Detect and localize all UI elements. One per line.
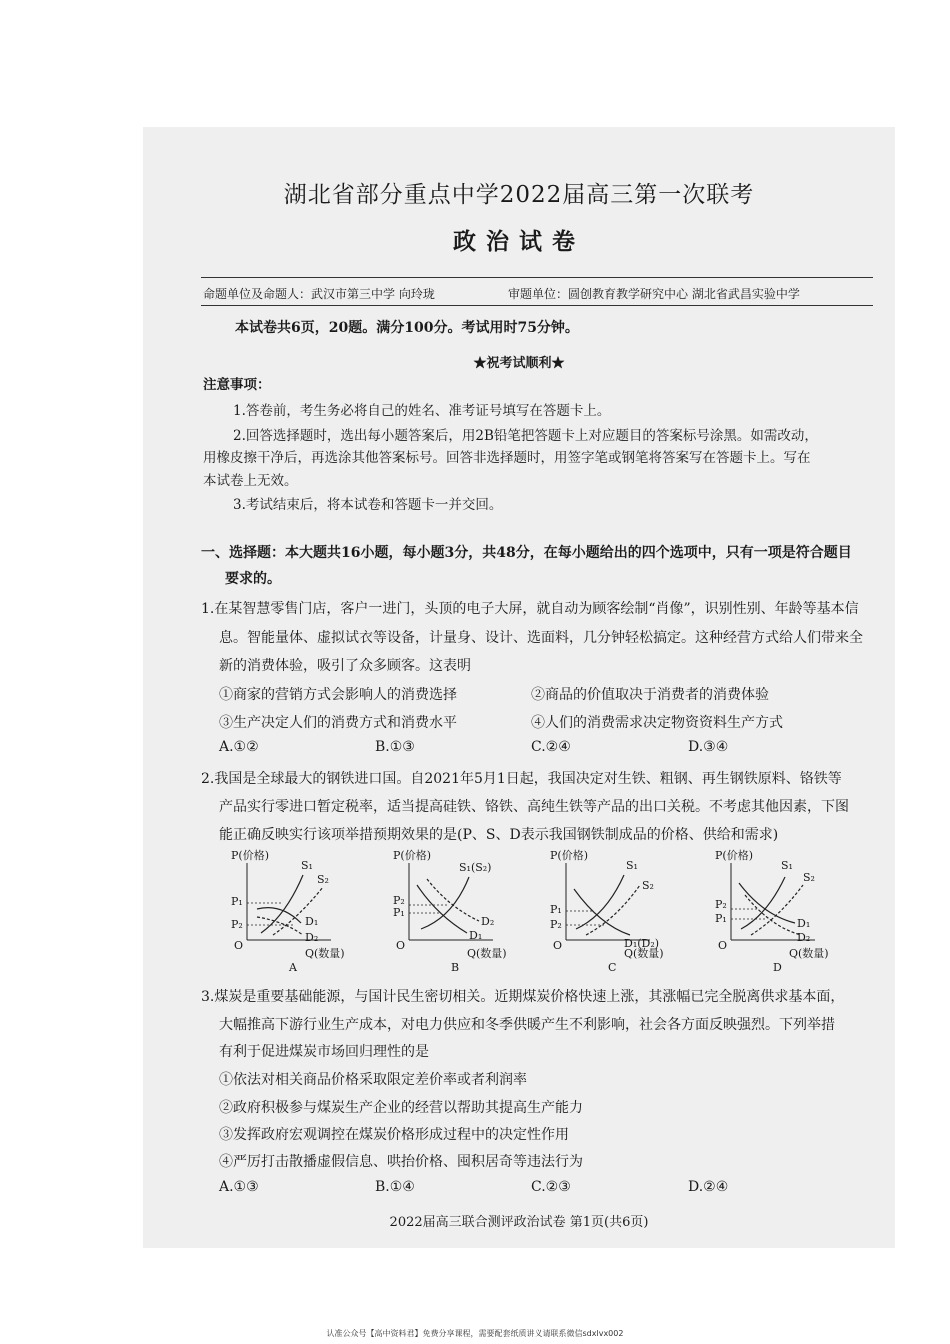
chart-b-xlabel: Q(数量) <box>467 947 507 960</box>
chart-a-xlabel: Q(数量) <box>305 947 345 960</box>
chart-b-s-label: S₁(S₂) <box>459 861 492 874</box>
q1-option-c: C.②④ <box>531 739 571 755</box>
notice-heading: 注意事项： <box>203 377 271 393</box>
chart-a-origin: O <box>234 939 244 952</box>
chart-d-p2-label: P₂ <box>715 898 727 911</box>
chart-d-xlabel: Q(数量) <box>789 947 829 960</box>
q3-option-b: B.①④ <box>375 1179 415 1195</box>
q2-stem: 能正确反映实行该项举措预期效果的是(P、S、D表示我国钢铁制成品的价格、供给和需求) <box>219 827 779 843</box>
q1-statement: ③生产决定人们的消费方式和消费水平 <box>219 715 457 731</box>
q2-stem: 产品实行零进口暂定税率，适当提高硅铁、铬铁、高纯生铁等产品的出口关税。不考虑其他因素，下图 <box>219 799 849 815</box>
q3-option-d: D.②④ <box>688 1179 729 1195</box>
chart-d-s2-label: S₂ <box>803 871 815 884</box>
reviewer-credit: 审题单位：圆创教育教学研究中心 湖北省武昌实验中学 <box>508 287 800 301</box>
chart-d-ylabel: P(价格) <box>715 849 753 862</box>
credits-line <box>203 285 800 302</box>
exam-subtitle: 政治试卷 <box>453 228 585 255</box>
chart-b-origin: O <box>396 939 406 952</box>
notice-item: 2.回答选择题时，选出每小题答案后，用2B铅笔把答题卡上对应题目的答案标号涂黑。如需改动， <box>233 428 818 444</box>
chart-d-d1-label: D₁ <box>797 917 811 930</box>
q3-option-a: A.①③ <box>219 1179 259 1195</box>
chart-b-d1-curve <box>417 885 467 933</box>
q1-stem: 息。智能量体、虚拟试衣等设备，计量身、设计、选面料，几分钟轻松搞定。这种经营方式给人们带来全 <box>219 630 863 646</box>
notice-item: 1.答卷前，考生务必将自己的姓名、准考证号填写在答题卡上。 <box>233 403 611 419</box>
chart-a-p1-label: P₁ <box>231 895 243 908</box>
chart-c-d-curve <box>574 889 630 935</box>
q3-statement: ①依法对相关商品价格采取限定差价率或者利润率 <box>219 1072 527 1088</box>
section-heading: 一、选择题：本大题共16小题，每小题3分，共48分，在每小题给出的四个选项中，只有一项是符合题目 <box>201 545 852 561</box>
chart-a-d1-label: D₁ <box>305 915 319 928</box>
chart-b-ylabel: P(价格) <box>393 849 431 862</box>
chart-b-p1-label: P₁ <box>393 906 405 919</box>
q3-stem: 有利于促进煤炭市场回归理性的是 <box>219 1044 429 1060</box>
q3-stem: 3.煤炭是重要基础能源，与国计民生密切相关。近期煤炭价格快速上涨，其涨幅已完全脱离供求基本面， <box>201 989 845 1005</box>
chart-d-d2-curve <box>745 895 801 935</box>
chart-b-p2-label: P₂ <box>393 894 405 907</box>
chart-c-s2-label: S₂ <box>642 879 654 892</box>
chart-a-s1-label: S₁ <box>301 859 313 872</box>
chart-d-d2-label: D₂ <box>797 931 811 944</box>
section-heading-cont: 要求的。 <box>225 571 281 587</box>
exam-title: 湖北省部分重点中学2022届高三第一次联考 <box>283 182 755 208</box>
chart-a-p2-label: P₂ <box>231 918 243 931</box>
chart-a <box>231 845 371 973</box>
page-footer: 2022届高三联合测评政治试卷 第1页(共6页) <box>389 1215 649 1230</box>
q2-stem: 2.我国是全球最大的钢铁进口国。自2021年5月1日起，我国决定对生铁、粗钢、再生钢铁原料、铬铁等 <box>201 771 842 787</box>
header-rule-bottom <box>201 305 873 306</box>
chart-d <box>715 845 855 973</box>
chart-a-d2-label: D₂ <box>305 931 319 944</box>
q3-statement: ③发挥政府宏观调控在煤炭价格形成过程中的决定性作用 <box>219 1127 569 1143</box>
chart-c-origin: O <box>553 939 563 952</box>
q1-stem: 1.在某智慧零售门店，客户一进门，头顶的电子大屏，就自动为顾客绘制“肖像”，识别性别、年龄等基本信 <box>201 601 859 617</box>
exam-intro: 本试卷共6页，20题。满分100分。考试用时75分钟。 <box>235 320 579 336</box>
chart-a-d2-curve <box>257 917 303 935</box>
chart-d-caption: D <box>773 961 782 973</box>
chart-c-s1-curve <box>576 875 624 929</box>
chart-c-caption: C <box>608 961 617 973</box>
chart-b-d2-curve <box>427 879 479 921</box>
notice-item: 3.考试结束后，将本试卷和答题卡一并交回。 <box>233 497 503 513</box>
good-luck-line: ★祝考试顺利★ <box>473 356 565 371</box>
bottom-watermark-note: 认准公众号【高中资料君】免费分享课程，需要配套纸质讲义请联系微信sdxlvx002 <box>326 1329 624 1338</box>
chart-d-s1-curve <box>741 877 785 929</box>
chart-b-s-curve <box>421 877 469 929</box>
chart-c-xlabel: Q(数量) <box>624 947 664 960</box>
chart-c <box>550 845 690 973</box>
chart-c-d-label: D₁(D₂) <box>624 937 660 950</box>
q1-statement: ②商品的价值取决于消费者的消费体验 <box>531 687 769 703</box>
chart-c-p2-label: P₂ <box>550 918 562 931</box>
chart-a-s2-label: S₂ <box>317 873 329 886</box>
chart-b-d1-label: D₁ <box>469 929 483 942</box>
chart-c-ylabel: P(价格) <box>550 849 588 862</box>
chart-d-s1-label: S₁ <box>781 859 793 872</box>
chart-a-caption: A <box>289 961 297 973</box>
q1-option-d: D.③④ <box>688 739 729 755</box>
chart-d-origin: O <box>718 939 728 952</box>
author-credit: 命题单位及命题人：武汉市第三中学 向玲珑 <box>203 287 435 301</box>
q3-statement: ②政府积极参与煤炭生产企业的经营以帮助其提高生产能力 <box>219 1100 583 1116</box>
chart-c-s1-label: S₁ <box>626 859 638 872</box>
chart-c-p1-label: P₁ <box>550 903 562 916</box>
chart-d-p1-label: P₁ <box>715 912 727 925</box>
chart-a-ylabel: P(价格) <box>231 849 269 862</box>
q3-option-c: C.②③ <box>531 1179 571 1195</box>
q3-stem: 大幅推高下游行业生产成本，对电力供应和冬季供暖产生不利影响，社会各方面反映强烈。下列举措 <box>219 1017 835 1033</box>
chart-b-d2-label: D₂ <box>481 915 495 928</box>
notice-item: 用橡皮擦干净后，再选涂其他答案标号。回答非选择题时，用签字笔或钢笔将答案写在答题卡上。写在 <box>203 450 811 466</box>
q1-statement: ④人们的消费需求决定物资资料生产方式 <box>531 715 783 731</box>
q1-option-b: B.①③ <box>375 739 415 755</box>
q3-statement: ④严厉打击散播虚假信息、哄抬价格、囤积居奇等违法行为 <box>219 1154 583 1170</box>
q1-option-a: A.①② <box>219 739 259 755</box>
q1-stem: 新的消费体验，吸引了众多顾客。这表明 <box>219 658 471 674</box>
chart-b-caption: B <box>451 961 460 973</box>
header-rule-top <box>201 277 873 278</box>
notice-item: 本试卷上无效。 <box>203 473 298 489</box>
q1-statement: ①商家的营销方式会影响人的消费选择 <box>219 687 457 703</box>
exam-page <box>143 127 895 1248</box>
chart-b <box>393 845 533 973</box>
